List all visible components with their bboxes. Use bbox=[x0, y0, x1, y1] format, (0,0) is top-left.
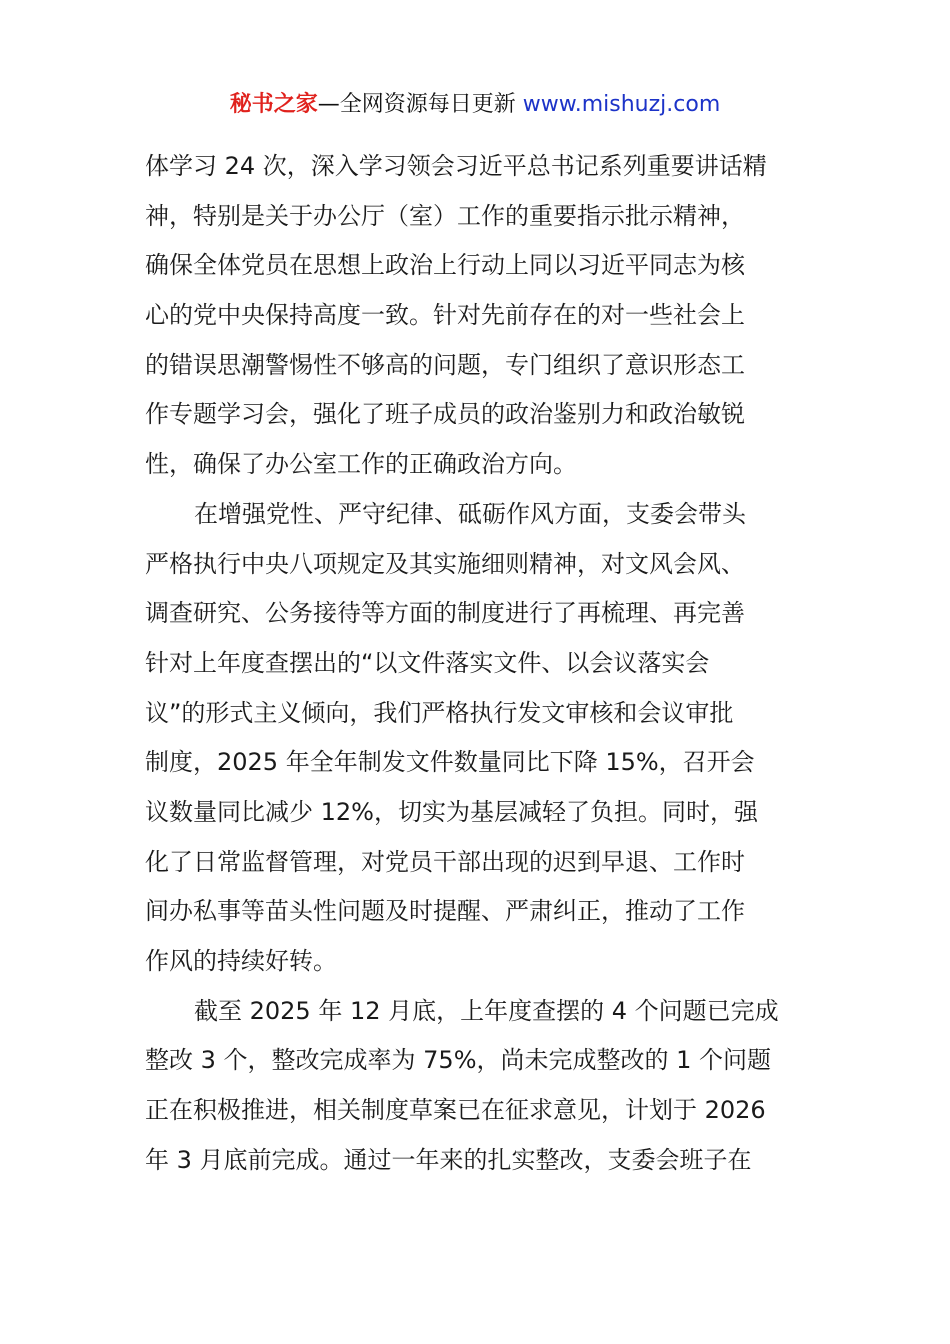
text-line: 神，特别是关于办公厅（室）工作的重要指示批示精神， bbox=[145, 201, 745, 230]
text-line: 间办私事等苗头性问题及时提醒、严肃纠正，推动了工作 bbox=[145, 897, 745, 926]
site-brand: 秘书之家 bbox=[229, 92, 318, 117]
text-line: 严格执行中央八项规定及其实施细则精神，对文风会风、 bbox=[145, 549, 745, 578]
text-line: 整改 3 个，整改完成率为 75%，尚未完成整改的 1 个问题 bbox=[145, 1046, 772, 1075]
text-line: 体学习 24 次，深入学习领会习近平总书记系列重要讲话精 bbox=[145, 152, 767, 180]
text-line: 议数量同比减少 12%，切实为基层减轻了负担。同时，强 bbox=[145, 797, 758, 826]
site-header bbox=[0, 88, 950, 122]
site-url-link[interactable]: www.mishuzj.com bbox=[522, 92, 721, 117]
text-line: 调查研究、公务接待等方面的制度进行了再梳理、再完善 bbox=[145, 599, 745, 628]
site-slogan: —全网资源每日更新 bbox=[317, 92, 523, 117]
text-line: 性，确保了办公室工作的正确政治方向。 bbox=[145, 450, 577, 479]
text-line: 作专题学习会，强化了班子成员的政治鉴别力和政治敏锐 bbox=[145, 400, 745, 429]
text-line: 针对上年度查摆出的“以文件落实文件、以会议落实会 bbox=[145, 648, 710, 677]
text-line: 作风的持续好转。 bbox=[145, 947, 337, 975]
text-line: 的错误思潮警惕性不够高的问题，专门组织了意识形态工 bbox=[145, 350, 745, 379]
document-body bbox=[145, 142, 807, 1185]
text-line: 正在积极推进，相关制度草案已在征求意见，计划于 2026 bbox=[145, 1096, 766, 1125]
text-line: 心的党中央保持高度一致。针对先前存在的对一些社会上 bbox=[145, 301, 745, 330]
text-line: 制度，2025 年全年制发文件数量同比下降 15%，召开会 bbox=[145, 748, 755, 777]
text-line: 化了日常监督管理，对党员干部出现的迟到早退、工作时 bbox=[145, 847, 745, 876]
text-line: 确保全体党员在思想上政治上行动上同以习近平同志为核 bbox=[145, 251, 745, 280]
text-line: 议”的形式主义倾向，我们严格执行发文审核和会议审批 bbox=[145, 698, 734, 727]
paragraph-start-line: 截至 2025 年 12 月底，上年度查摆的 4 个问题已完成 bbox=[194, 996, 779, 1025]
paragraph-start-line: 在增强党性、严守纪律、砥砺作风方面，支委会带头 bbox=[194, 499, 746, 528]
text-line: 年 3 月底前完成。通过一年来的扎实整改，支委会班子在 bbox=[145, 1145, 752, 1174]
